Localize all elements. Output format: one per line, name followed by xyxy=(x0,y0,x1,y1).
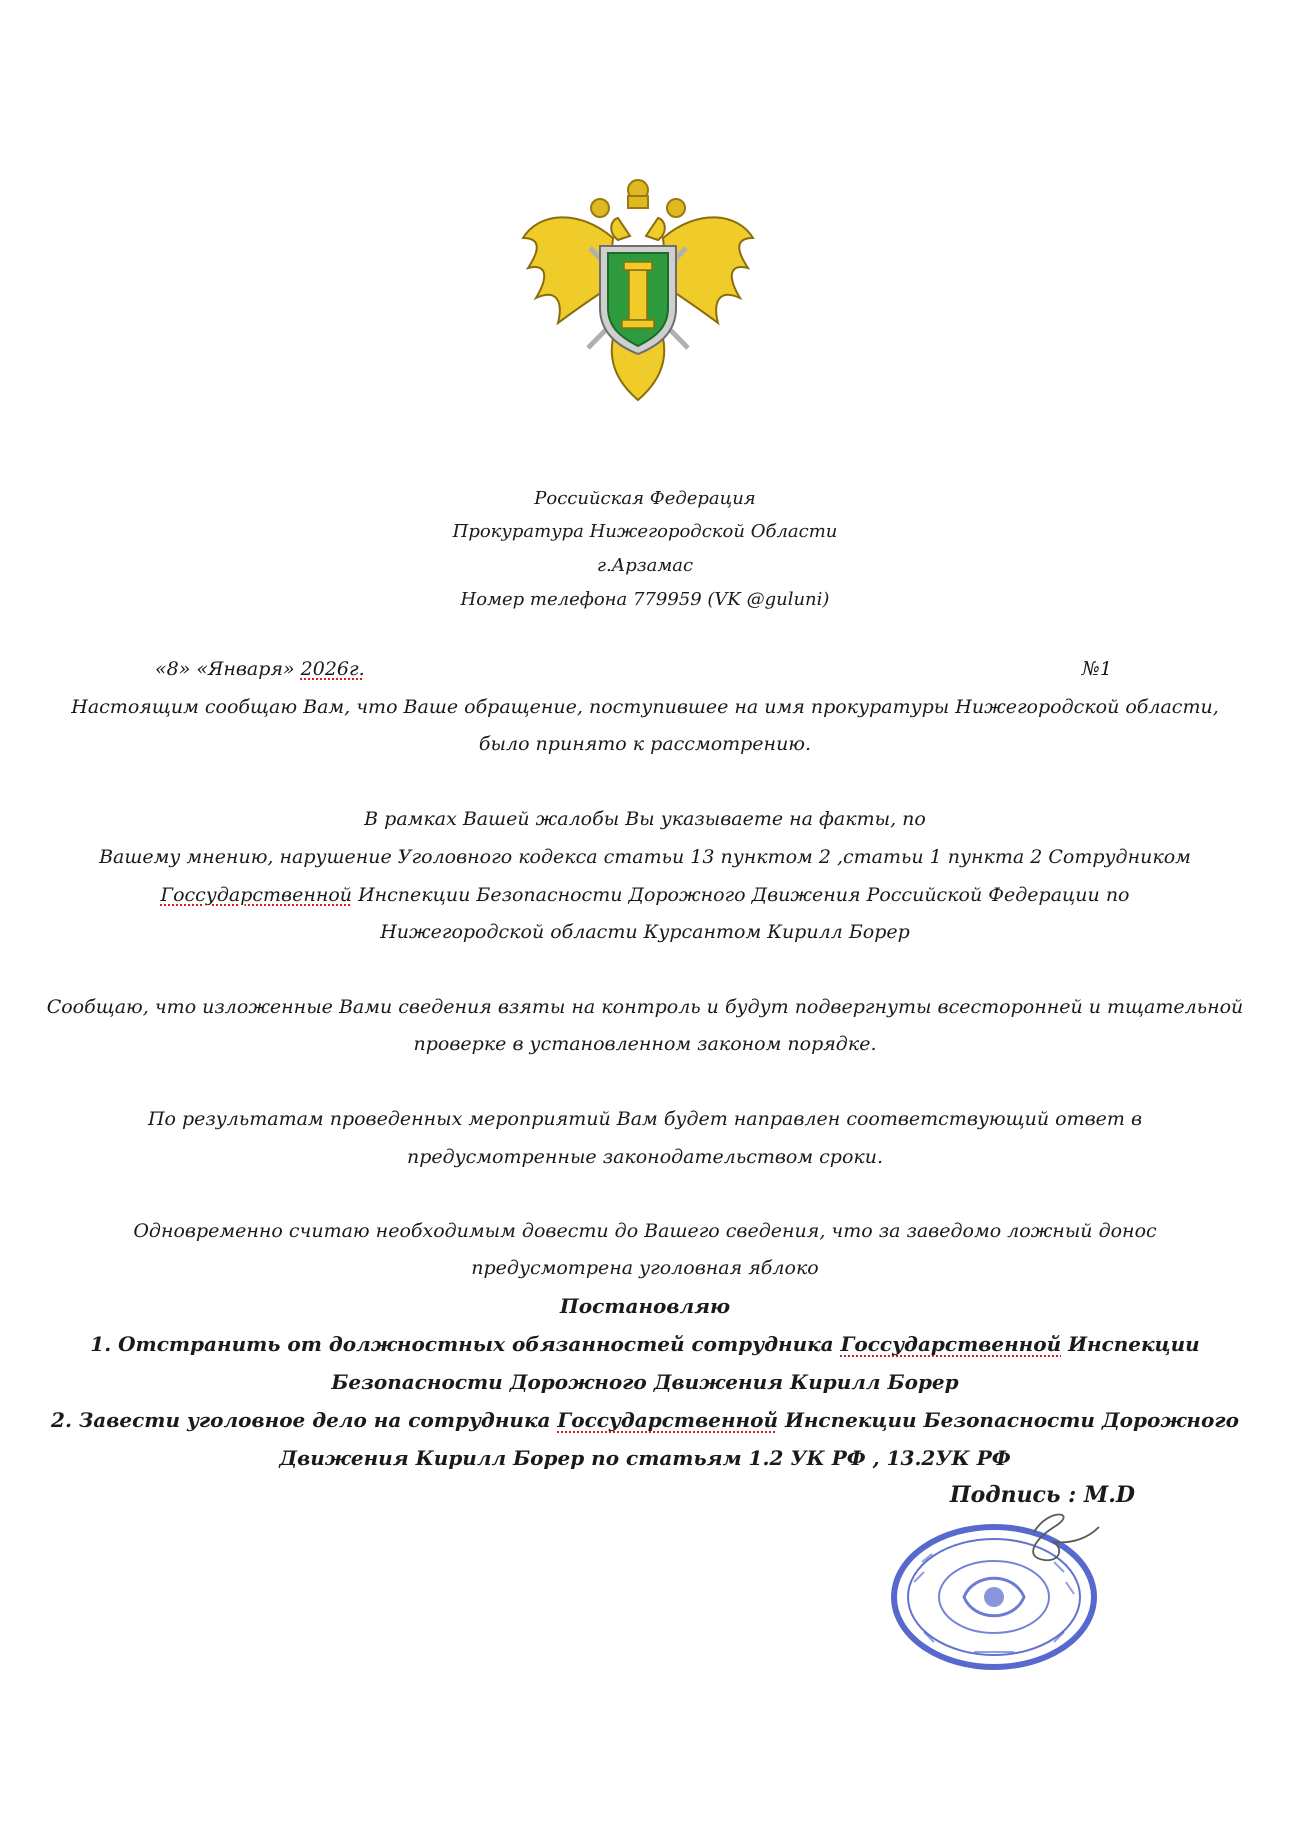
resolution-title: Постановляю xyxy=(559,1294,731,1318)
paragraph-3-line-2: проверке в установленном законом порядке. xyxy=(413,1033,877,1055)
resolution-item-1-line-1 xyxy=(0,1332,1290,1356)
date-year: 2026г. xyxy=(300,658,365,680)
paragraph-2-line-2: Вашему мнению, нарушение Уголовного кодекса статьи 13 пунктом 2 ,статьи 1 пункта 2 Сотрудником xyxy=(99,846,1191,868)
paragraph-2-line-3-rest: Инспекции Безопасности Дорожного Движения Российской Федерации по xyxy=(352,884,1130,906)
document-date xyxy=(155,658,365,680)
round-seal-stamp-icon xyxy=(884,1502,1114,1672)
paragraph-4-line-1: По результатам проведенных мероприятий Вам будет направлен соответствующий ответ в xyxy=(147,1108,1143,1130)
paragraph-2-line-3 xyxy=(0,884,1290,906)
paragraph-4-line-2: предусмотренные законодательством сроки. xyxy=(406,1146,884,1168)
header-country: Российская Федерация xyxy=(534,488,756,509)
header-office: Прокуратура Нижегородской Области xyxy=(452,521,838,542)
resolution-item-1-text-a: 1. Отстранить от должностных обязанностей сотрудника xyxy=(90,1332,841,1356)
header-phone: Номер телефона 779959 (VK @guluni) xyxy=(460,589,830,610)
paragraph-5-line-2: предусмотрена уголовная яблоко xyxy=(471,1257,819,1279)
misspelled-word: Госсударственной xyxy=(557,1408,778,1432)
resolution-item-2-text-c: Инспекции Безопасности Дорожного xyxy=(777,1408,1239,1432)
paragraph-5-line-1: Одновременно считаю необходимым довести до Вашего сведения, что за заведомо ложный донос xyxy=(133,1220,1157,1242)
double-headed-eagle-emblem-icon xyxy=(518,178,758,408)
header-city: г.Арзамас xyxy=(596,555,694,576)
paragraph-1-line-2: было принято к рассмотрению. xyxy=(478,733,812,755)
resolution-item-1-line-2: Безопасности Дорожного Движения Кирилл Борер xyxy=(331,1370,959,1394)
resolution-item-1-text-c: Инспекции xyxy=(1061,1332,1200,1356)
paragraph-2-line-1: В рамках Вашей жалобы Вы указываете на факты, по xyxy=(364,808,926,830)
resolution-item-2-text-a: 2. Завести уголовное дело на сотрудника xyxy=(51,1408,558,1432)
resolution-item-2-line-1 xyxy=(0,1408,1290,1432)
paragraph-2-line-4: Нижегородской области Курсантом Кирилл Борер xyxy=(380,921,910,943)
misspelled-word: Госсударственной xyxy=(160,884,353,906)
document-number: №1 xyxy=(1081,658,1112,680)
signature-text: Подпись : M.D xyxy=(949,1482,1135,1508)
date-prefix: «8» «Января» xyxy=(155,658,295,680)
misspelled-word: Госсударственной xyxy=(840,1332,1062,1356)
paragraph-1-line-1: Настоящим сообщаю Вам, что Ваше обращение, поступившее на имя прокуратуры Нижегородской области, xyxy=(71,696,1219,718)
paragraph-3-line-1: Сообщаю, что изложенные Вами сведения взяты на контроль и будут подвергнуты всесторонней и тщательной xyxy=(46,996,1244,1018)
resolution-item-2-line-2: Движения Кирилл Борер по статьям 1.2 УК РФ , 13.2УК РФ xyxy=(279,1446,1011,1470)
